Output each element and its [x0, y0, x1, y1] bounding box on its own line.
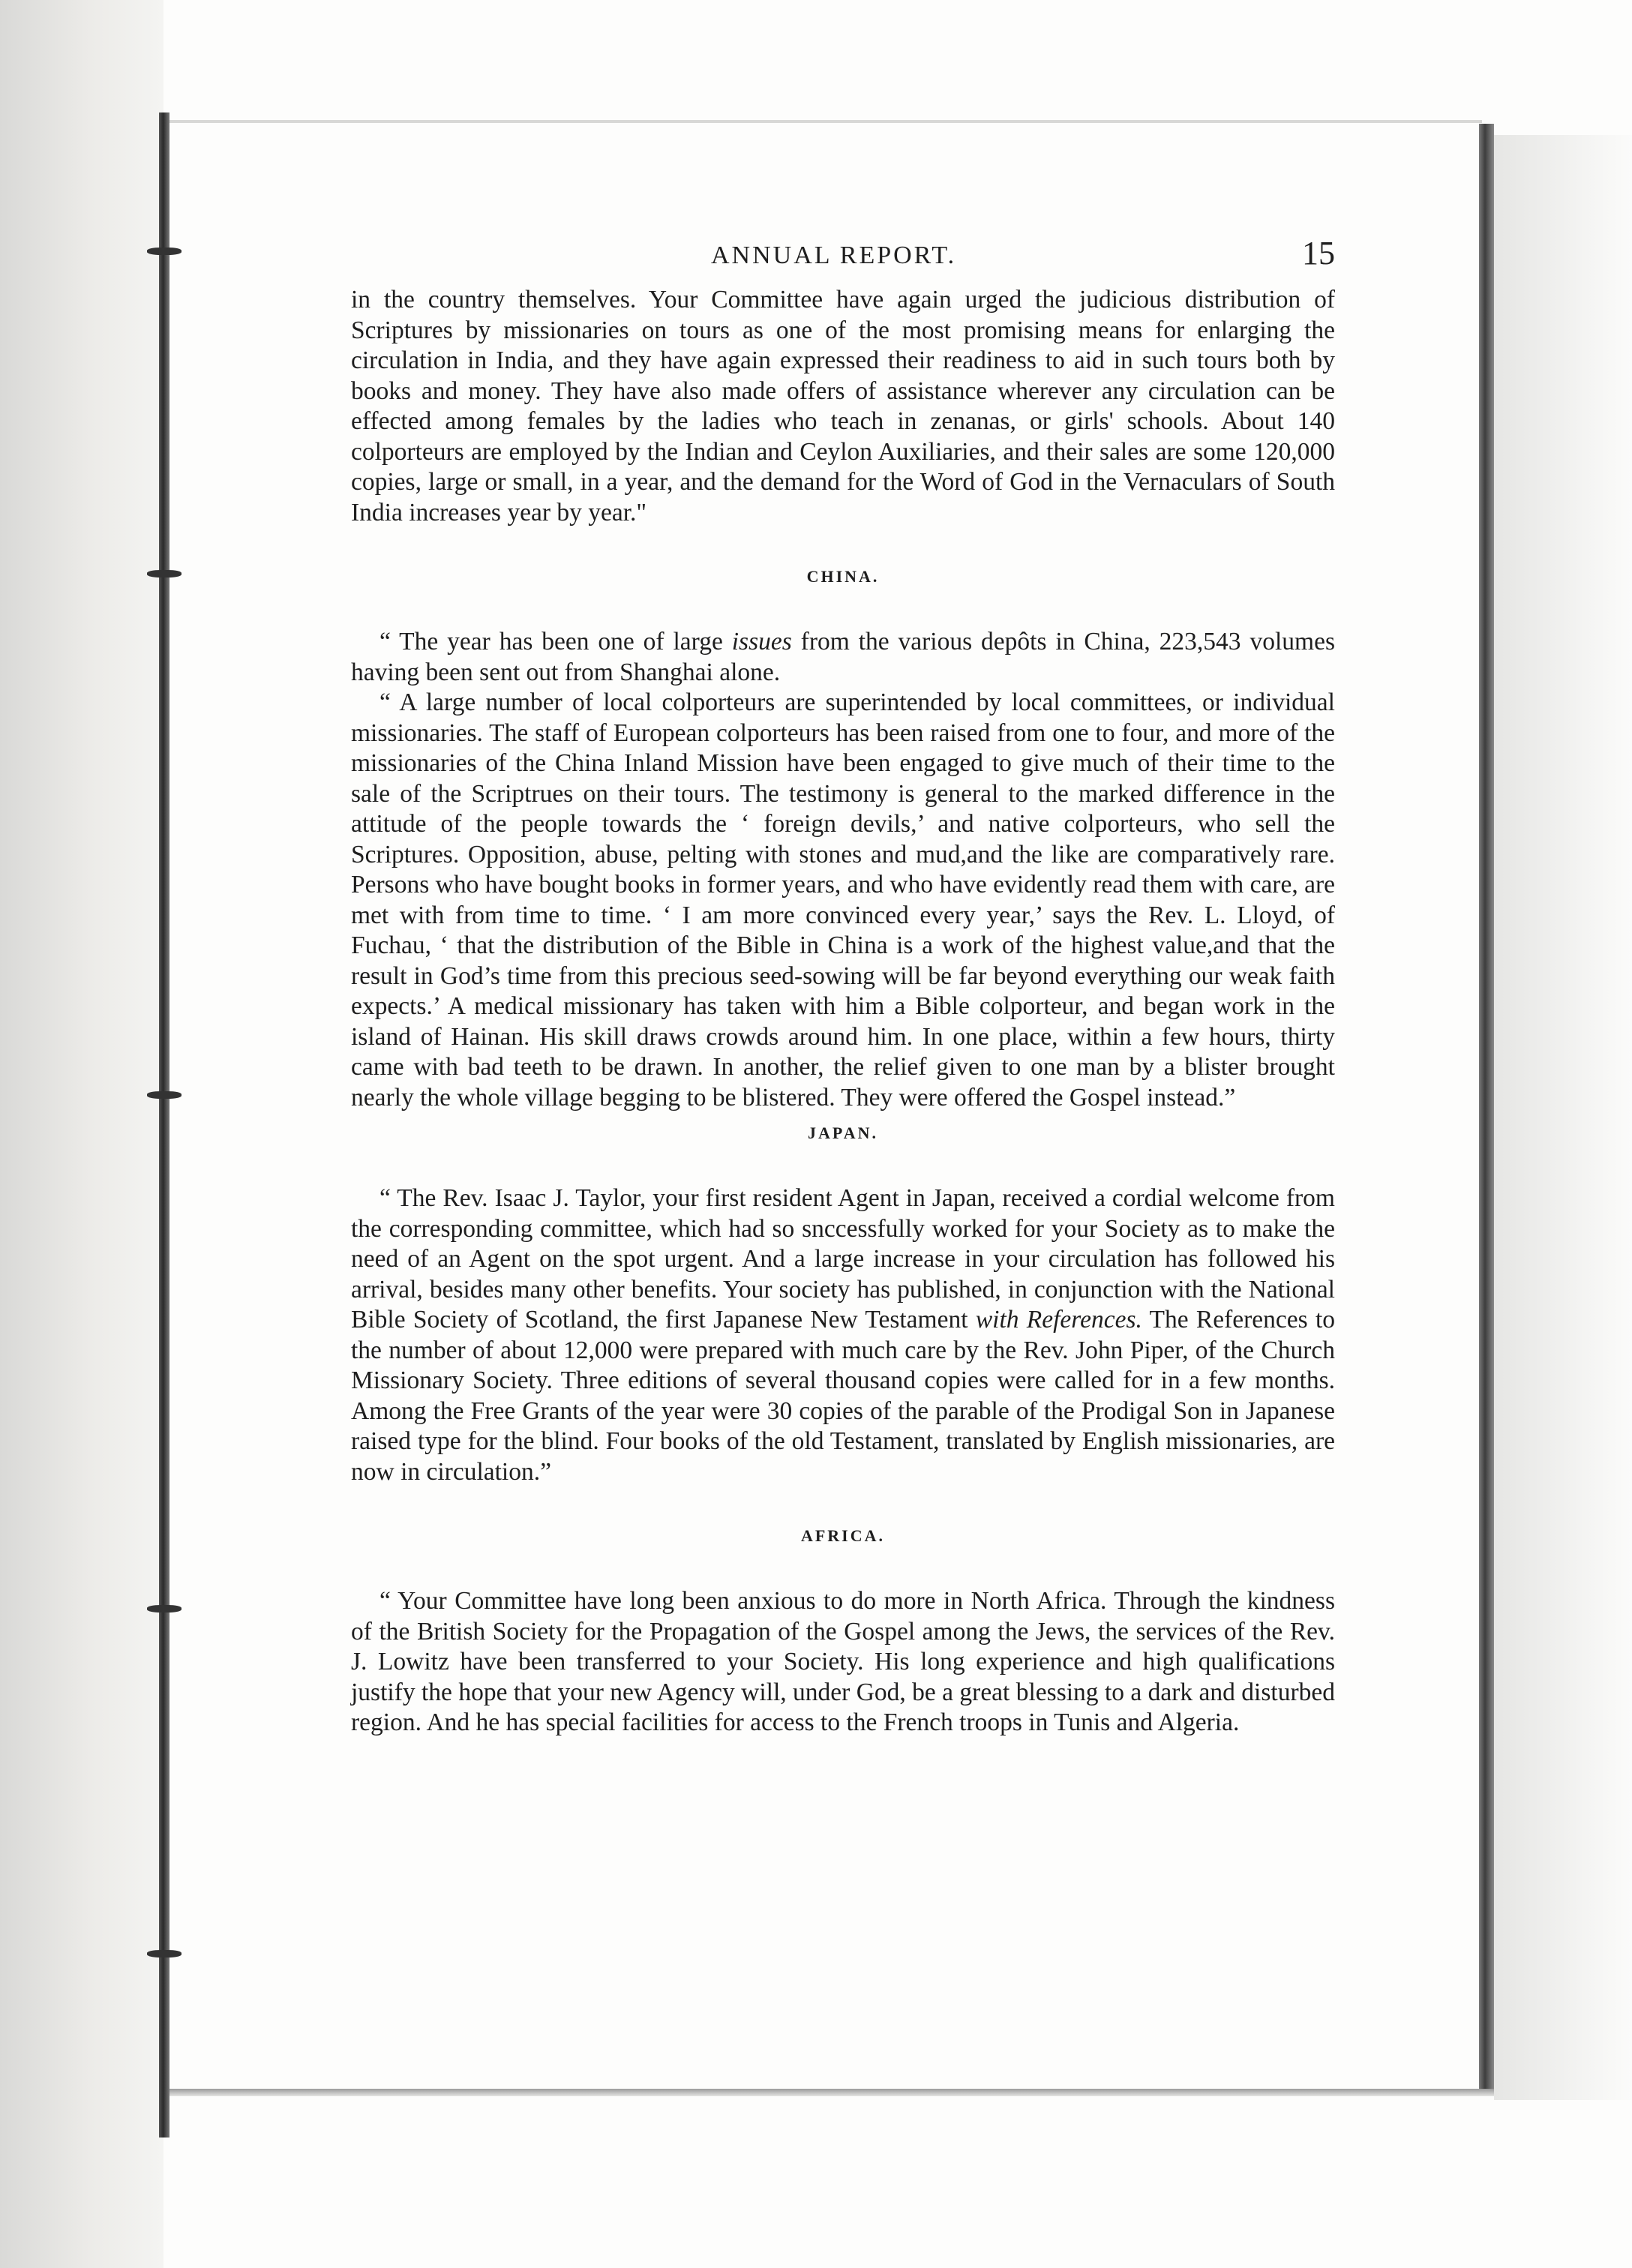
scan-left-margin [0, 0, 164, 2268]
binding-mark [147, 248, 182, 255]
binding-mark [147, 570, 182, 578]
japan-p-text: “ The Rev. Isaac J. Taylor, your first resident Agent in Japan, received a cordial welcome from the corresponding committee, which had so snccessfully worked for your Society as to make the need of an Agent on the spot urgent. And a large increase in your circulation has followed his arrival, besides many other benefits. Your society has published, in conjunction with the National Bible Society of Scotland, the first Japanese New Testament [351, 1184, 1335, 1334]
china-p1-italic: issues [731, 628, 792, 656]
intro-paragraph: in the country themselves. Your Committee have again urged the judicious distribution of Scriptures by missionaries on tours as one of the most promising means for enlarging the circulation in India, and they have again expressed their readiness to aid in such tours both by books and money. They have also made offers of assistance wherever any circulation can be effected among females by the ladies who teach in zenanas, or girls' schools. About 140 colporteurs are employed by the Indian and Ceylon Auxiliaries, and their sales are some 120,000 copies, large or small, in a year, and the demand for the Word of God in the Vernaculars of South India increases year by year." [351, 286, 1335, 526]
scan-right-margin [1494, 135, 1632, 2100]
page-header [351, 225, 1335, 285]
china-p1-text-end: from the various depôts in China, 223,543 volumes having been sent out from Shanghai alone. [351, 628, 1335, 686]
japan-p-italic: with References. [975, 1306, 1142, 1334]
japan-paragraph [351, 1184, 1335, 1487]
book-spine [159, 112, 170, 2138]
page-top-edge [170, 120, 1482, 123]
china-p1-text: “ The year has been one of large [380, 628, 732, 656]
binding-mark [147, 1091, 182, 1099]
section-heading-japan: JAPAN. [808, 1124, 878, 1142]
page-text-block [351, 225, 1335, 1738]
china-paragraph-2: “ A large number of local colporteurs are superintended by local committees, or individual missionaries. The staff of European colporteurs has been raised from one to four, and more of the missionaries of the China Inland Mission have been engaged to give much of their time to the sale of the Scriptrues on their tours. The testimony is general to the marked difference in the attitude of the people towards the ‘ foreign devils,’ and native colporteurs, who sell the Scriptures. Opposition, abuse, pelting with stones and mud,and the like are comparatively rare. Persons who have bought books in former years, and who have evidently read them with care, are met with from time to time. ‘ I am more convinced every year,’ says the Rev. L. Lloyd, of Fuchau, ‘ that the distribution of the Bible in China is a work of the highest value,and that the result in God’s time from this precious seed-sowing will be far beyond everything our weak faith expects.’ A medical missionary has taken with him a Bible colporteur, and began work in the island of Hainan. His skill draws crowds around him. In one place, within a few hours, thirty came with bad teeth to be drawn. In another, the relief given to one man by a blister brought nearly the whole village begging to be blistered. They were offered the Gospel instead.” [351, 688, 1335, 1112]
section-heading-africa: AFRICA. [800, 1526, 886, 1545]
china-paragraph-1 [351, 627, 1335, 688]
africa-paragraph: “ Your Committee have long been anxious to do more in North Africa. Through the kindness of the British Society for the Propagation of the Gospel among the Jews, the services of the Rev. J. Lowitz have been transferred to your Society. His long experience and high qualifications justify the hope that your new Agency will, under God, be a great blessing to a dark and disturbed region. And he has special facilities for access to the French troops in Tunis and Algeria. [351, 1587, 1335, 1736]
binding-mark [147, 1605, 182, 1612]
running-head: ANNUAL REPORT. [711, 242, 957, 269]
binding-mark [147, 1950, 182, 1958]
japan-p-text-end: The References to the number of about 12,000 were prepared with much care by the Rev. John Piper, of the Church Missionary Society. Three editions of several thousand copies were called for in a few months. Among the Free Grants of the year were 30 copies of the parable of the Prodigal Son in Japanese raised type for the blind. Four books of the old Testament, translated by English missionaries, are now in circulation.” [351, 1306, 1336, 1486]
page-number: 15 [1302, 235, 1335, 272]
section-heading-china: CHINA. [806, 567, 880, 586]
page-right-edge [1479, 124, 1494, 2089]
page-bottom-edge [170, 2089, 1494, 2096]
